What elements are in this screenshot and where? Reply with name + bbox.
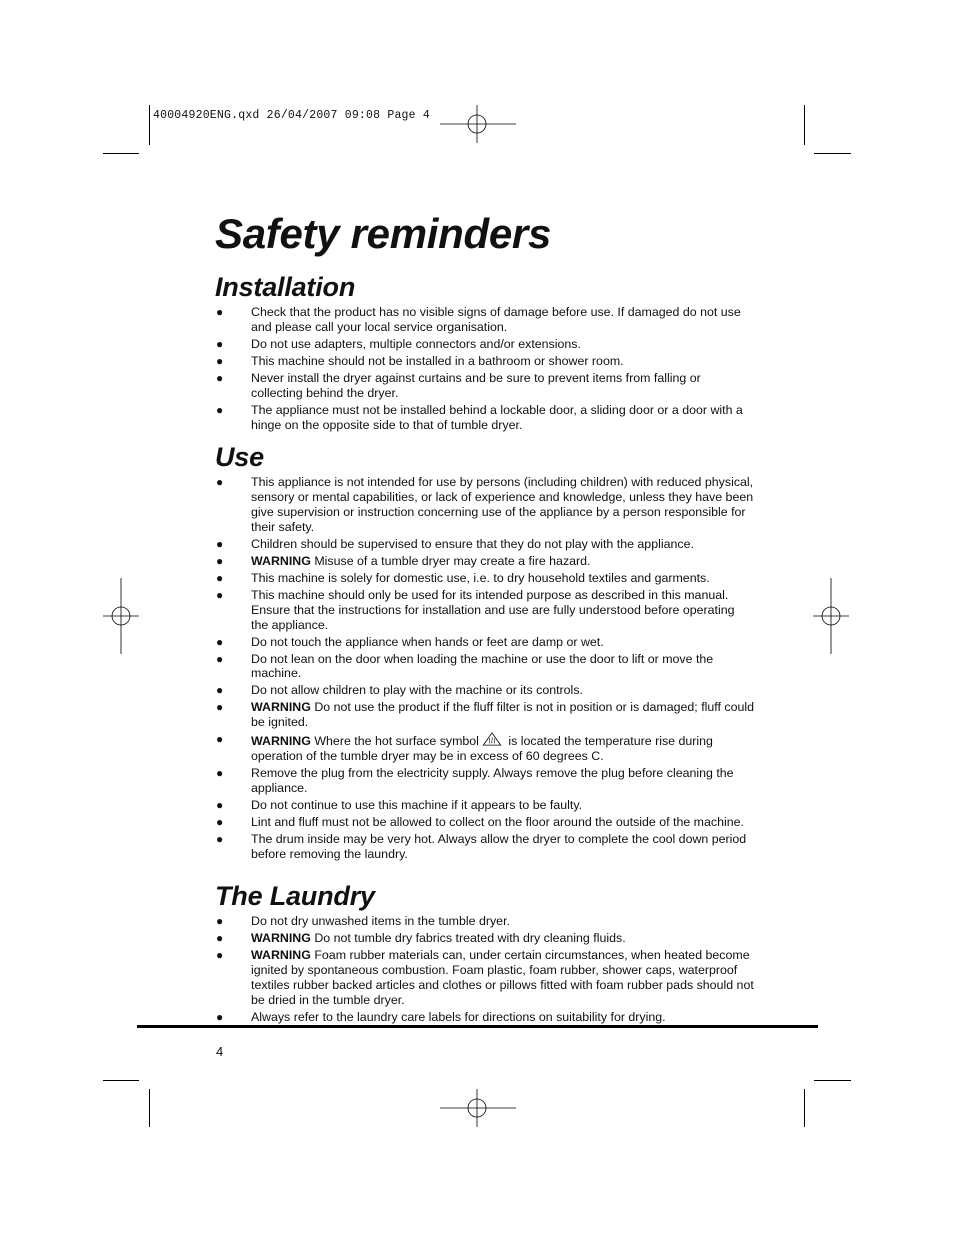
- crop-mark: [149, 1089, 150, 1127]
- list-item: ● This machine should only be used for its intended purpose as described in this manual. Ensure that the instructions for installation and use are fully understood before operating the appliance.: [216, 587, 735, 632]
- warning-label: WARNING: [251, 931, 311, 945]
- crop-mark: [149, 105, 150, 145]
- list-item: ● This machine should not be installed in a bathroom or shower room.: [216, 353, 624, 368]
- bullet-icon: ●: [216, 798, 224, 813]
- page-number: 4: [216, 1044, 224, 1059]
- page-title: Safety reminders: [215, 210, 552, 257]
- list-item: ● Do not lean on the door when loading the machine or use the door to lift or move the machine.: [216, 651, 714, 681]
- list-item: ● WARNING Misuse of a tumble dryer may create a fire hazard.: [216, 553, 591, 568]
- list-item: ● The appliance must not be installed behind a lockable door, a sliding door or a door with a hinge on the opposite side to that of tumble dryer.: [216, 402, 743, 432]
- bullet-icon: ●: [216, 651, 224, 666]
- bullet-icon: ●: [216, 1009, 224, 1024]
- bullet-icon: ●: [216, 683, 224, 698]
- bullet-icon: ●: [216, 732, 224, 747]
- crop-mark: [103, 153, 139, 154]
- crop-mark: [814, 153, 851, 154]
- list-item: ● Never install the dryer against curtains and be sure to prevent items from falling or collecting behind the dryer.: [216, 370, 701, 400]
- bullet-icon: ●: [216, 305, 224, 319]
- bullet-icon: ●: [216, 766, 224, 781]
- crop-mark: [804, 1089, 805, 1127]
- list-item: ● Lint and fluff must not be allowed to collect on the floor around the outside of the machine.: [216, 815, 744, 830]
- bullet-icon: ●: [216, 353, 224, 368]
- use-section: [215, 442, 755, 864]
- installation-section: [215, 272, 755, 435]
- list-item: ● Check that the product has no visible signs of damage before use. If damaged do not use and please call your local service organisation.: [216, 305, 741, 334]
- list-item: ● Do not continue to use this machine if it appears to be faulty.: [216, 798, 583, 813]
- bullet-icon: ●: [216, 914, 224, 928]
- list-item: ● WARNING Foam rubber materials can, under certain circumstances, when heated become ignited by spontaneous combustion. Foam plastic, foam rubber, shower caps, waterproof textiles rubber backed articles and clothes or pillows fitted with foam rubber pads should not be dried in the tumble dryer.: [216, 948, 754, 1007]
- laundry-section: [215, 881, 755, 1027]
- section-heading: The Laundry: [215, 881, 375, 911]
- bullet-icon: ●: [216, 815, 224, 830]
- bullet-list: [215, 475, 755, 862]
- list-item: ● Always refer to the laundry care labels for directions on suitability for drying.: [216, 1009, 666, 1024]
- bullet-icon: ●: [216, 536, 224, 551]
- registration-mark-left: [101, 578, 141, 654]
- bullet-icon: ●: [216, 475, 224, 489]
- warning-label: WARNING: [251, 948, 311, 962]
- crop-mark: [103, 1080, 139, 1081]
- registration-mark-bottom: [440, 1087, 516, 1129]
- bullet-icon: ●: [216, 634, 224, 649]
- list-item: ● Remove the plug from the electricity supply. Always remove the plug before cleaning the appliance.: [216, 766, 734, 796]
- list-item: ● WARNING Do not use the product if the fluff filter is not in position or is damaged; fluff could be ignited.: [216, 700, 755, 730]
- list-item: ● This appliance is not intended for use by persons (including children) with reduced physical, sensory or mental capabilities, or lack of experience and knowledge, unless they have been give supervision or instruction concerning use of the appliance by a person responsible for their safety.: [216, 475, 754, 534]
- warning-label: WARNING: [251, 734, 311, 749]
- list-item: ● Do not dry unwashed items in the tumble dryer.: [216, 914, 510, 928]
- section-heading: Installation: [215, 272, 356, 302]
- warning-label: WARNING: [251, 553, 311, 568]
- crop-mark: [804, 105, 805, 145]
- list-item: ● WARNING Do not tumble dry fabrics treated with dry cleaning fluids.: [216, 931, 626, 945]
- list-item: ● The drum inside may be very hot. Always allow the dryer to complete the cool down period before removing the laundry.: [216, 832, 747, 862]
- list-item: ● WARNING Where the hot surface symbol is located the temperature rise during operation of the tumble dryer may be in excess of 60 degrees C.: [216, 732, 713, 764]
- hot-surface-icon: [481, 732, 503, 746]
- bullet-icon: ●: [216, 700, 224, 715]
- list-item: ● This machine is solely for domestic use, i.e. to dry household textiles and garments.: [216, 570, 710, 585]
- bullet-list: [215, 305, 755, 433]
- list-item: ● Do not touch the appliance when hands or feet are damp or wet.: [216, 634, 604, 649]
- bullet-icon: ●: [216, 587, 224, 602]
- bullet-icon: ●: [216, 931, 224, 945]
- bullet-icon: ●: [216, 402, 224, 417]
- bullet-icon: ●: [216, 948, 224, 962]
- bullet-icon: ●: [216, 570, 224, 585]
- footer-rule: [137, 1025, 818, 1028]
- bullet-icon: ●: [216, 553, 224, 568]
- list-item: ● Do not allow children to play with the machine or its controls.: [216, 683, 583, 698]
- warning-label: WARNING: [251, 700, 311, 715]
- registration-mark-right: [813, 578, 853, 654]
- list-item: ● Do not use adapters, multiple connectors and/or extensions.: [216, 336, 581, 351]
- bullet-icon: ●: [216, 336, 224, 351]
- list-item: ● Children should be supervised to ensure that they do not play with the appliance.: [216, 536, 694, 551]
- crop-mark: [814, 1080, 851, 1081]
- print-slug: 40004920ENG.qxd 26/04/2007 09:08 Page 4: [153, 109, 430, 122]
- bullet-icon: ●: [216, 370, 224, 385]
- bullet-icon: ●: [216, 832, 224, 847]
- section-heading: Use: [215, 442, 264, 472]
- registration-mark-top: [440, 103, 516, 145]
- bullet-list: [215, 914, 755, 1025]
